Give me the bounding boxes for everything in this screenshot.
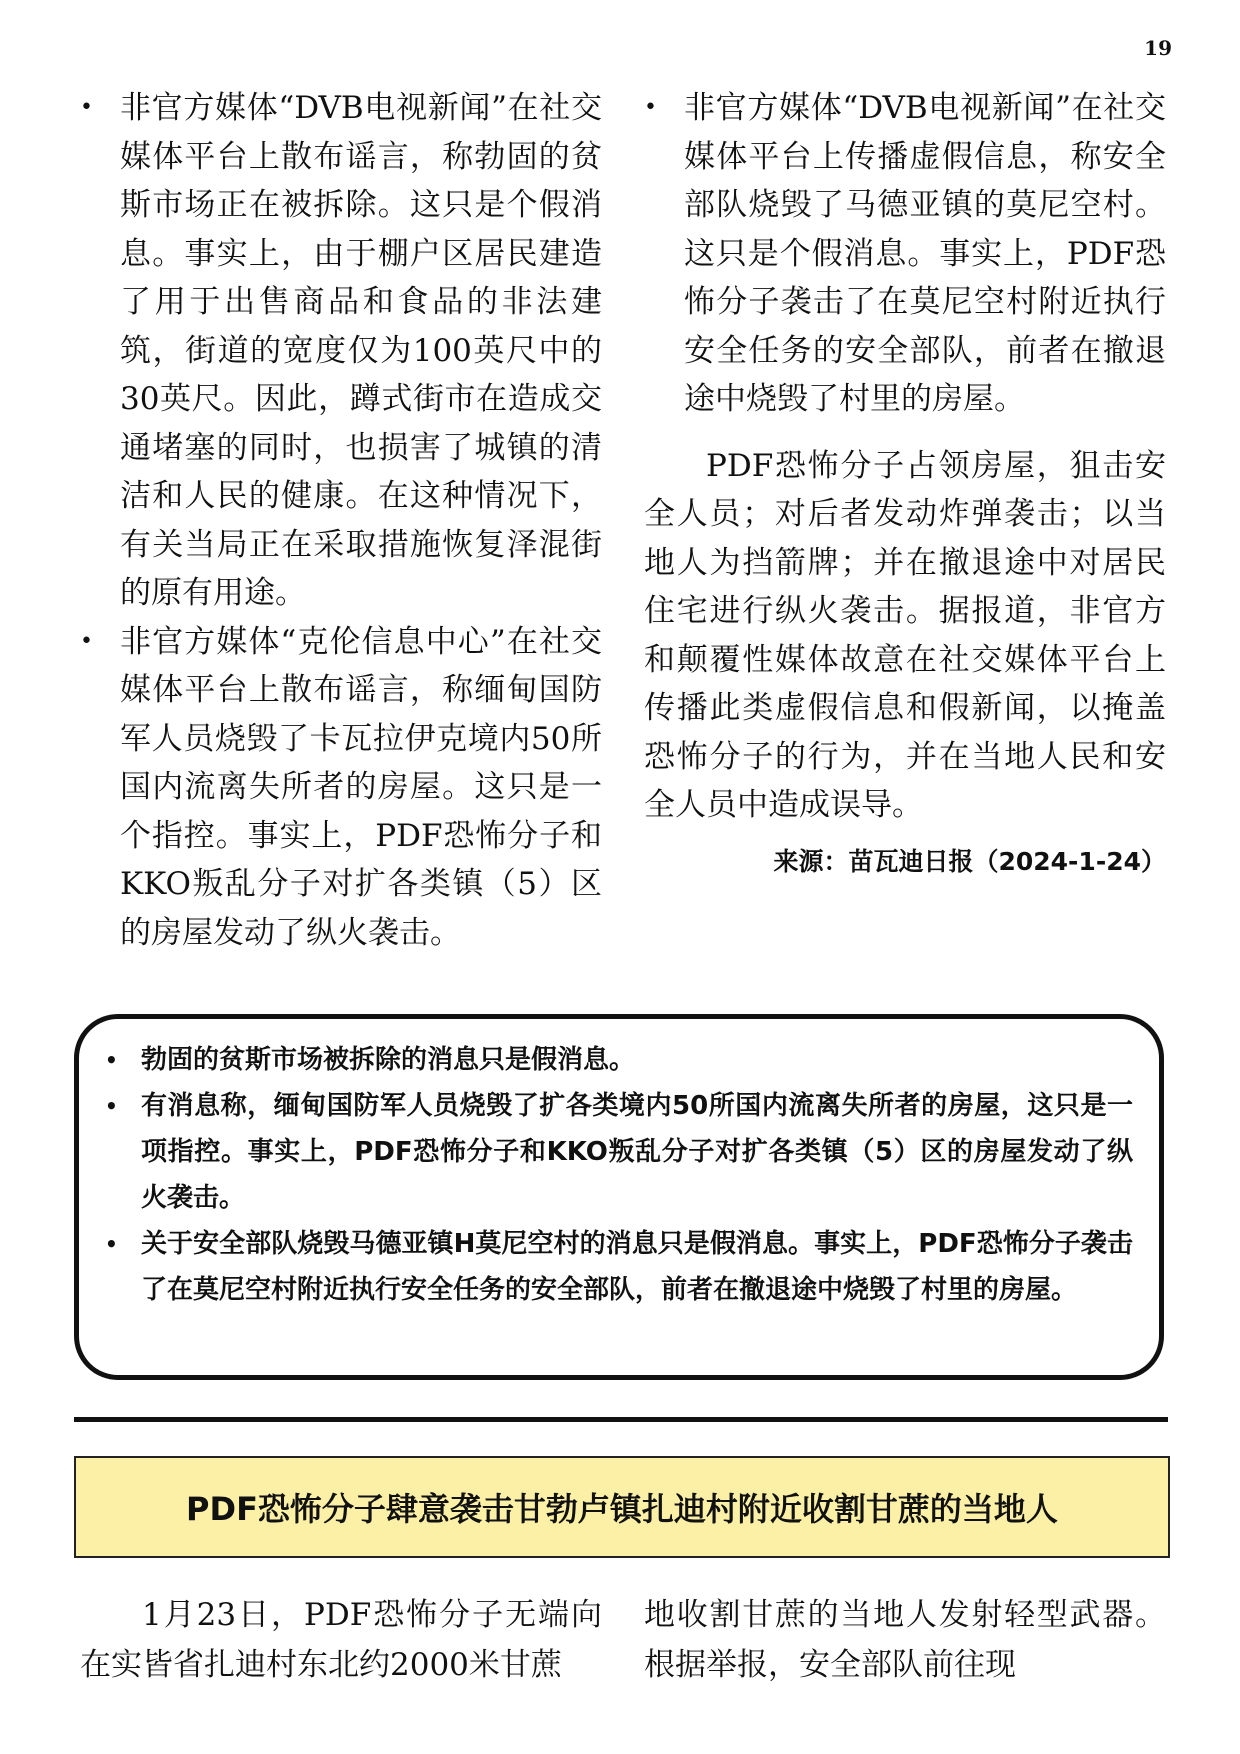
summary-item-3: • 关于安全部队烧毁马德亚镇H莫尼空村的消息只是假消息。事实上，PDF恐怖分子袭击了在莫尼空村附近执行安全任务的安全部队，前者在撤退途中烧毁了村里的房屋。 — [99, 1221, 1133, 1313]
left-bullet-list — [80, 84, 602, 957]
right-paragraph: PDF恐怖分子占领房屋，狙击安全人员；对后者发动炸弹袭击；以当地人为挡箭牌；并在撤退途中对居民住宅进行纵火袭击。据报道，非官方和颠覆性媒体故意在社交媒体平台上传播此类虚假信息和假新闻，以掩盖恐怖分子的行为，并在当地人民和安全人员中造成误导。 — [644, 447, 1166, 823]
summary-box — [74, 1014, 1164, 1380]
summary-item-2: • 有消息称，缅甸国防军人员烧毁了扩各类境内50所国内流离失所者的房屋，这只是一项指控。事实上，PDF恐怖分子和KKO叛乱分子对扩各类镇（5）区的房屋发动了纵火袭击。 — [99, 1083, 1133, 1221]
right-column — [644, 84, 1166, 886]
left-bullet-1: • 非官方媒体“DVB电视新闻”在社交媒体平台上散布谣言，称勃固的贫斯市场正在被拆除。这只是个假消息。事实上，由于棚户区居民建造了用于出售商品和食品的非法建筑，街道的宽度仅为100英尺中的30英尺。因此，蹲式街市在造成交通堵塞的同时，也损害了城镇的清洁和人民的健康。在这种情况下，有关当局正在采取措施恢复泽混街的原有用途。 — [80, 84, 602, 618]
summary-list — [99, 1037, 1133, 1313]
right-bullet-1: • 非官方媒体“DVB电视新闻”在社交媒体平台上传播虚假信息，称安全部队烧毁了马德亚镇的莫尼空村。这只是个假消息。事实上，PDF恐怖分子袭击了在莫尼空村附近执行安全任务的安全部队，前者在撤退途中烧毁了村里的房屋。 — [644, 84, 1166, 424]
headline-box — [74, 1456, 1170, 1558]
source-citation: 来源：苗瓦迪日报（2024-1-24） — [773, 846, 1166, 876]
headline: PDF恐怖分子肆意袭击甘勃卢镇扎迪村附近收割甘蔗的当地人 — [186, 1490, 1058, 1528]
bottom-left-text: 1月23日，PDF恐怖分子无端向在实皆省扎迪村东北约2000米甘蔗 — [80, 1597, 602, 1683]
bottom-right-text: 地收割甘蔗的当地人发射轻型武器。根据举报，安全部队前往现 — [644, 1597, 1166, 1683]
right-bullet-list — [644, 84, 1166, 424]
section-divider — [74, 1417, 1168, 1422]
left-bullet-2: • 非官方媒体“克伦信息中心”在社交媒体平台上散布谣言，称缅甸国防军人员烧毁了卡瓦拉伊克境内50所国内流离失所者的房屋。这只是一个指控。事实上，PDF恐怖分子和KKO叛乱分子对扩各类镇（5）区的房屋发动了纵火袭击。 — [80, 618, 602, 958]
left-column — [80, 84, 602, 957]
summary-item-1: • 勃固的贫斯市场被拆除的消息只是假消息。 — [99, 1037, 1133, 1083]
page-number: 19 — [1144, 36, 1172, 60]
